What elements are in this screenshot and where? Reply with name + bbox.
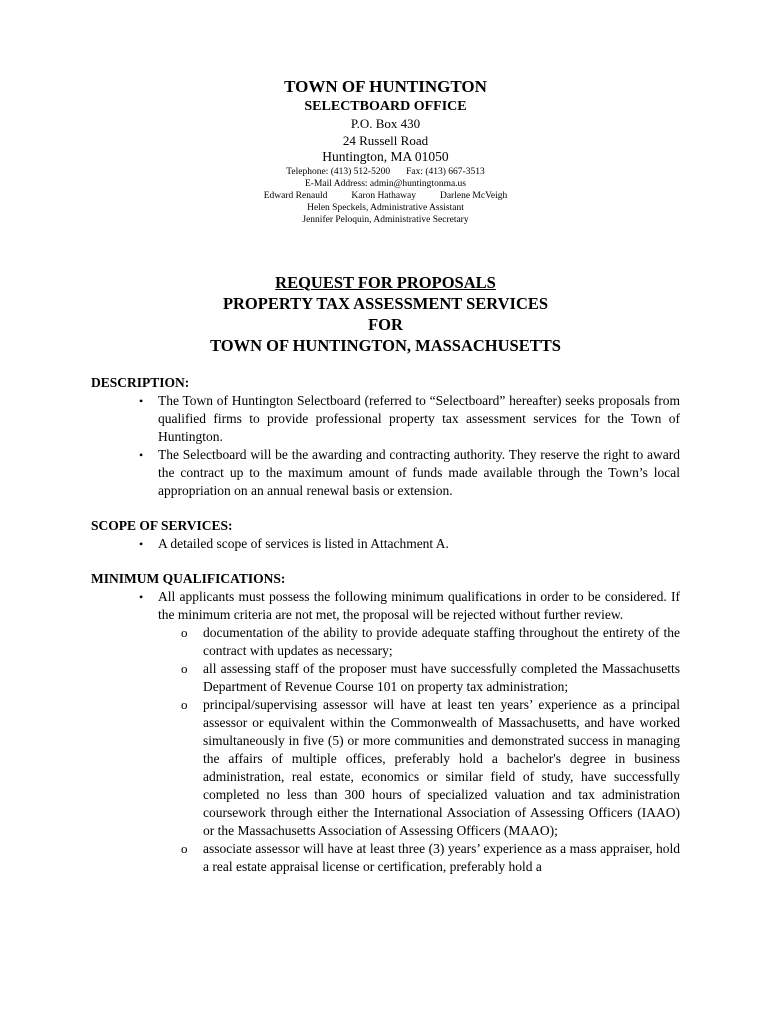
- letterhead: [91, 76, 680, 226]
- bullet-marker: •: [139, 447, 144, 462]
- section-heading: DESCRIPTION:: [91, 374, 190, 390]
- qualifications-section: [91, 570, 680, 876]
- city-state-zip: Huntington, MA 01050: [322, 149, 449, 164]
- board-member: Darlene McVeigh: [439, 190, 508, 201]
- sub-list-item-text: all assessing staff of the proposer must have successfully completed the Massachusetts Department of Revenue Course 101 on property tax administration;: [203, 660, 680, 694]
- scope-section: [91, 517, 680, 553]
- section-heading: MINIMUM QUALIFICATIONS:: [91, 570, 286, 586]
- po-box: P.O. Box 430: [350, 116, 421, 131]
- sub-list-item: [181, 696, 680, 840]
- rfp-title-line: TOWN OF HUNTINGTON, MASSACHUSETTS: [210, 335, 561, 355]
- sub-list-item: [181, 624, 680, 660]
- list-item: [139, 535, 680, 553]
- bullet-list: [91, 535, 680, 553]
- bullet-marker: •: [139, 536, 144, 551]
- bullet-list: [91, 392, 680, 500]
- list-item-text: The Town of Huntington Selectboard (referred to “Selectboard” hereafter) seeks proposals from qualified firms to provide professional property tax assessment services for the Town of Huntington.: [158, 392, 680, 444]
- list-item: [139, 446, 680, 500]
- list-item: [139, 392, 680, 446]
- rfp-title: [91, 272, 680, 356]
- sub-list-item-text: associate assessor will have at least three (3) years’ experience as a mass appraiser, hold a real estate appraisal license or certification, preferably hold a: [203, 840, 680, 874]
- sub-list-item: [181, 840, 680, 876]
- sub-list-item-text: documentation of the ability to provide adequate staffing throughout the entirety of the contract with updates as necessary;: [203, 624, 680, 658]
- bullet-list: [91, 588, 680, 876]
- board-members: [91, 190, 680, 202]
- rfp-title-line: FOR: [368, 314, 403, 334]
- list-item-text: All applicants must possess the following minimum qualifications in order to be considered. If the minimum criteria are not met, the proposal will be rejected without further review.: [158, 588, 680, 622]
- sub-bullet-marker: o: [181, 660, 188, 676]
- administrative-secretary: Jennifer Peloquin, Administrative Secretary: [302, 214, 469, 225]
- sub-bullet-marker: o: [181, 696, 188, 712]
- board-member: Karon Hathaway: [351, 190, 416, 201]
- administrative-assistant: Helen Speckels, Administrative Assistant: [307, 202, 464, 213]
- sub-list-item: [181, 660, 680, 696]
- bullet-marker: •: [139, 589, 144, 604]
- sub-list: [158, 624, 680, 876]
- fax: Fax: (413) 667-3513: [406, 166, 485, 177]
- street-address: 24 Russell Road: [342, 132, 429, 148]
- email-address: E-Mail Address: admin@huntingtonma.us: [305, 178, 466, 189]
- phone-fax-line: [91, 166, 680, 178]
- sub-list-item-text: principal/supervising assessor will have at least ten years’ experience as a principal assessor or equivalent within the Commonwealth of Massachusetts, and have worked simultaneously in five (5) or more communities and demonstrated success in managing the affairs of multiple offices, preferably hold a bachelor's degree in business administration, real estate, economics or similar field of study, have successfully completed no less than 300 hours of specialized valuation and tax administration coursework through either the International Association of Assessing Officers (IAAO) or the Massachusetts Association of Assessing Officers (MAAO);: [203, 696, 680, 838]
- list-item-text: A detailed scope of services is listed in Attachment A.: [158, 535, 449, 551]
- office-name: SELECTBOARD OFFICE: [304, 99, 467, 114]
- list-item-text: The Selectboard will be the awarding and contracting authority. They reserve the right to award the contract up to the maximum amount of funds made available through the Town’s local appropriation on an annual renewal basis or extension.: [158, 446, 680, 498]
- rfp-title-line: REQUEST FOR PROPOSALS: [275, 272, 496, 292]
- list-item: [139, 588, 680, 876]
- rfp-title-line: PROPERTY TAX ASSESSMENT SERVICES: [222, 293, 549, 313]
- board-member: Edward Renauld: [263, 190, 328, 201]
- description-section: [91, 374, 680, 500]
- sub-bullet-marker: o: [181, 840, 188, 856]
- town-name: TOWN OF HUNTINGTON: [284, 77, 487, 96]
- section-heading: SCOPE OF SERVICES:: [91, 517, 233, 533]
- bullet-marker: •: [139, 393, 144, 408]
- telephone: Telephone: (413) 512-5200: [286, 166, 391, 177]
- sub-bullet-marker: o: [181, 624, 188, 640]
